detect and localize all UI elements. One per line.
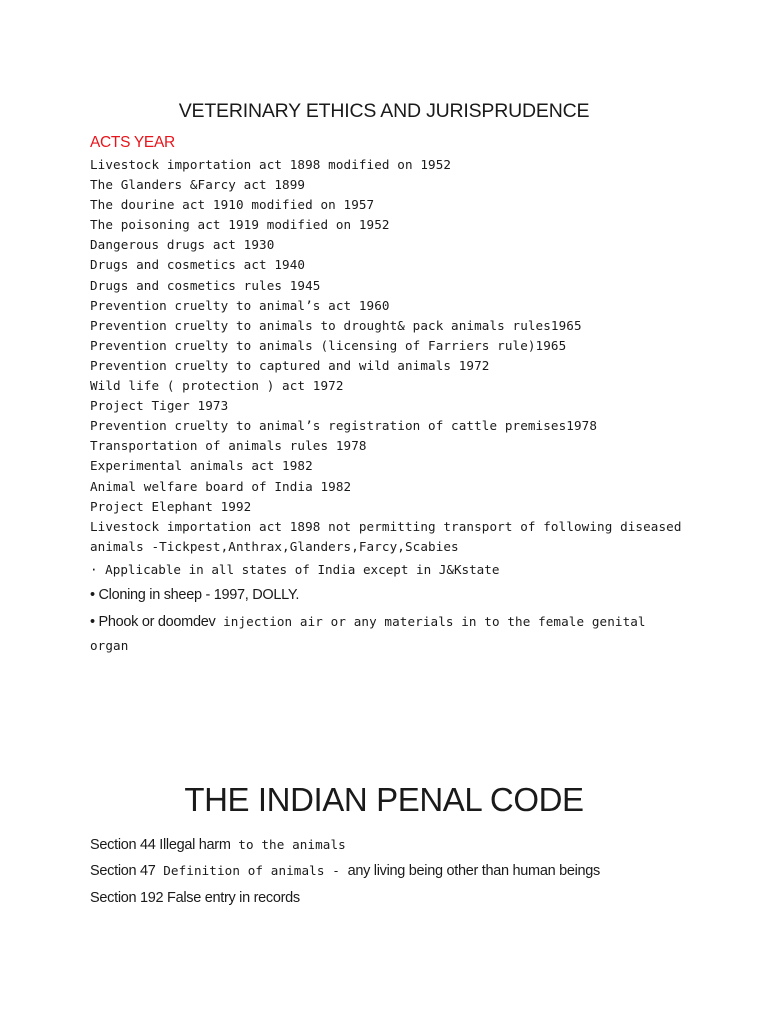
list-item: Drugs and cosmetics rules 1945 <box>90 277 321 293</box>
list-item: Animal welfare board of India 1982 <box>90 478 352 494</box>
list-item: Prevention cruelty to animals to drought& pack animals rules1965 <box>90 317 582 333</box>
list-item: The poisoning act 1919 modified on 1952 <box>90 217 390 233</box>
bullet-phook-label: • Phook or doomdev <box>90 614 216 630</box>
list-item: Project Tiger 1973 <box>90 398 229 414</box>
section-44-text: to the animals <box>230 837 346 852</box>
list-item: Drugs and cosmetics act 1940 <box>90 257 306 273</box>
section-47-text: Definition of animals - <box>155 863 348 878</box>
document-title: VETERINARY ETHICS AND JURISPRUDENCE <box>178 100 590 122</box>
list-item: The Glanders &Farcy act 1899 <box>90 177 306 193</box>
list-item: Dangerous drugs act 1930 <box>90 237 275 253</box>
section-47-line <box>90 862 600 880</box>
list-item: Experimental animals act 1982 <box>90 458 313 474</box>
acts-heading: ACTS YEAR <box>90 134 175 151</box>
list-item: Prevention cruelty to captured and wild animals 1972 <box>90 357 490 373</box>
section-47-tail: any living being other than human beings <box>347 863 600 879</box>
list-item: Prevention cruelty to animal’s registration of cattle premises1978 <box>90 418 598 434</box>
list-item: Wild life ( protection ) act 1972 <box>90 378 344 394</box>
list-item: Prevention cruelty to animal’s act 1960 <box>90 297 390 313</box>
section-47-label: Section 47 <box>90 863 156 879</box>
list-item: Prevention cruelty to animals (licensing of Farriers rule)1965 <box>90 337 567 353</box>
list-item: Project Elephant 1992 <box>90 498 252 514</box>
bullet-phook-continuation: organ <box>90 638 129 653</box>
list-item: Livestock importation act 1898 not permitting transport of following diseased <box>90 518 682 534</box>
section-44-line <box>90 836 346 854</box>
bullet-cloning: • Cloning in sheep - 1997, DOLLY. <box>90 587 300 603</box>
list-item: The dourine act 1910 modified on 1957 <box>90 197 375 213</box>
section-192-text: Section 192 False entry in records <box>90 890 300 906</box>
bullet-phook <box>90 613 646 631</box>
list-item: Transportation of animals rules 1978 <box>90 438 367 454</box>
acts-list <box>90 155 750 557</box>
list-item: animals -Tickpest,Anthrax,Glanders,Farcy,Scabies <box>90 538 459 554</box>
section-44-label: Section 44 Illegal harm <box>90 837 231 853</box>
list-item: Livestock importation act 1898 modified on 1952 <box>90 157 452 172</box>
bullet-phook-text: injection air or any materials in to the female genital <box>215 614 646 629</box>
applicable-note: · Applicable in all states of India except in J&Kstate <box>90 562 500 577</box>
penal-code-title: THE INDIAN PENAL CODE <box>184 781 584 818</box>
section-192-line <box>90 889 300 907</box>
